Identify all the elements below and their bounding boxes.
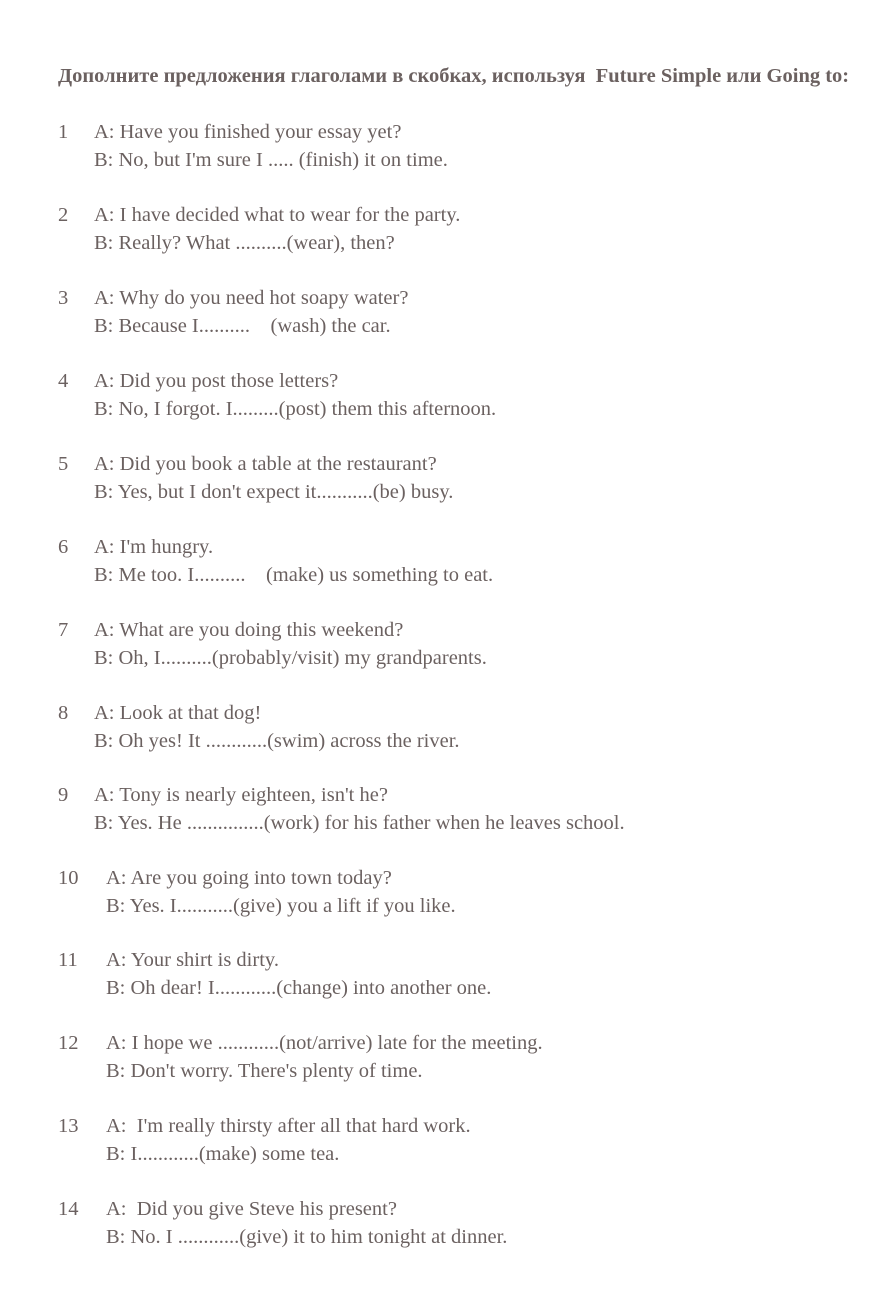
line-b: B: No, I forgot. I.........(post) them this afternoon. xyxy=(94,398,497,420)
item-number: 2 xyxy=(58,204,69,226)
item-number: 11 xyxy=(58,949,78,971)
line-a: A: Are you going into town today? xyxy=(106,867,392,889)
item-number: 9 xyxy=(58,784,69,806)
line-b: B: Because I.......... (wash) the car. xyxy=(94,315,391,337)
line-a: A: I have decided what to wear for the party. xyxy=(94,204,461,226)
line-b: B: Don't worry. There's plenty of time. xyxy=(106,1060,423,1082)
item-number: 3 xyxy=(58,287,69,309)
item-number: 5 xyxy=(58,453,69,475)
item-number: 7 xyxy=(58,619,69,641)
line-b: B: Oh dear! I............(change) into another one. xyxy=(106,977,492,999)
line-a: A: Why do you need hot soapy water? xyxy=(94,287,409,309)
line-b: B: Really? What ..........(wear), then? xyxy=(94,232,395,254)
line-b: B: No. I ............(give) it to him tonight at dinner. xyxy=(106,1226,508,1248)
item-number: 10 xyxy=(58,867,79,889)
line-a: A: Your shirt is dirty. xyxy=(106,949,279,971)
item-number: 8 xyxy=(58,702,69,724)
line-b: B: Yes, but I don't expect it...........(be) busy. xyxy=(94,481,454,503)
line-a: A: Did you book a table at the restaurant? xyxy=(94,453,437,475)
line-b: B: Yes. I...........(give) you a lift if you like. xyxy=(106,895,456,917)
line-a: A: What are you doing this weekend? xyxy=(94,619,404,641)
line-a: A: Tony is nearly eighteen, isn't he? xyxy=(94,784,388,806)
line-a: A: I hope we ............(not/arrive) late for the meeting. xyxy=(106,1032,543,1054)
line-a: A: Did you post those letters? xyxy=(94,370,339,392)
item-number: 12 xyxy=(58,1032,79,1054)
line-b: B: Me too. I.......... (make) us something to eat. xyxy=(94,564,494,586)
worksheet-title: Дополните предложения глаголами в скобках, используя Future Simple или Going to: xyxy=(58,65,850,87)
line-b: B: Oh, I..........(probably/visit) my grandparents. xyxy=(94,647,487,669)
line-b: B: No, but I'm sure I ..... (finish) it on time. xyxy=(94,149,448,171)
line-a: A: I'm really thirsty after all that hard work. xyxy=(106,1115,471,1137)
item-number: 4 xyxy=(58,370,69,392)
line-b: B: Oh yes! It ............(swim) across the river. xyxy=(94,730,460,752)
line-a: A: Look at that dog! xyxy=(94,702,262,724)
line-b: B: Yes. He ...............(work) for his father when he leaves school. xyxy=(94,812,625,834)
line-a: A: Did you give Steve his present? xyxy=(106,1198,397,1220)
item-number: 14 xyxy=(58,1198,79,1220)
line-a: A: I'm hungry. xyxy=(94,536,214,558)
line-b: B: I............(make) some tea. xyxy=(106,1143,340,1165)
item-number: 6 xyxy=(58,536,69,558)
item-number: 13 xyxy=(58,1115,79,1137)
item-number: 1 xyxy=(58,121,69,143)
line-a: A: Have you finished your essay yet? xyxy=(94,121,402,143)
